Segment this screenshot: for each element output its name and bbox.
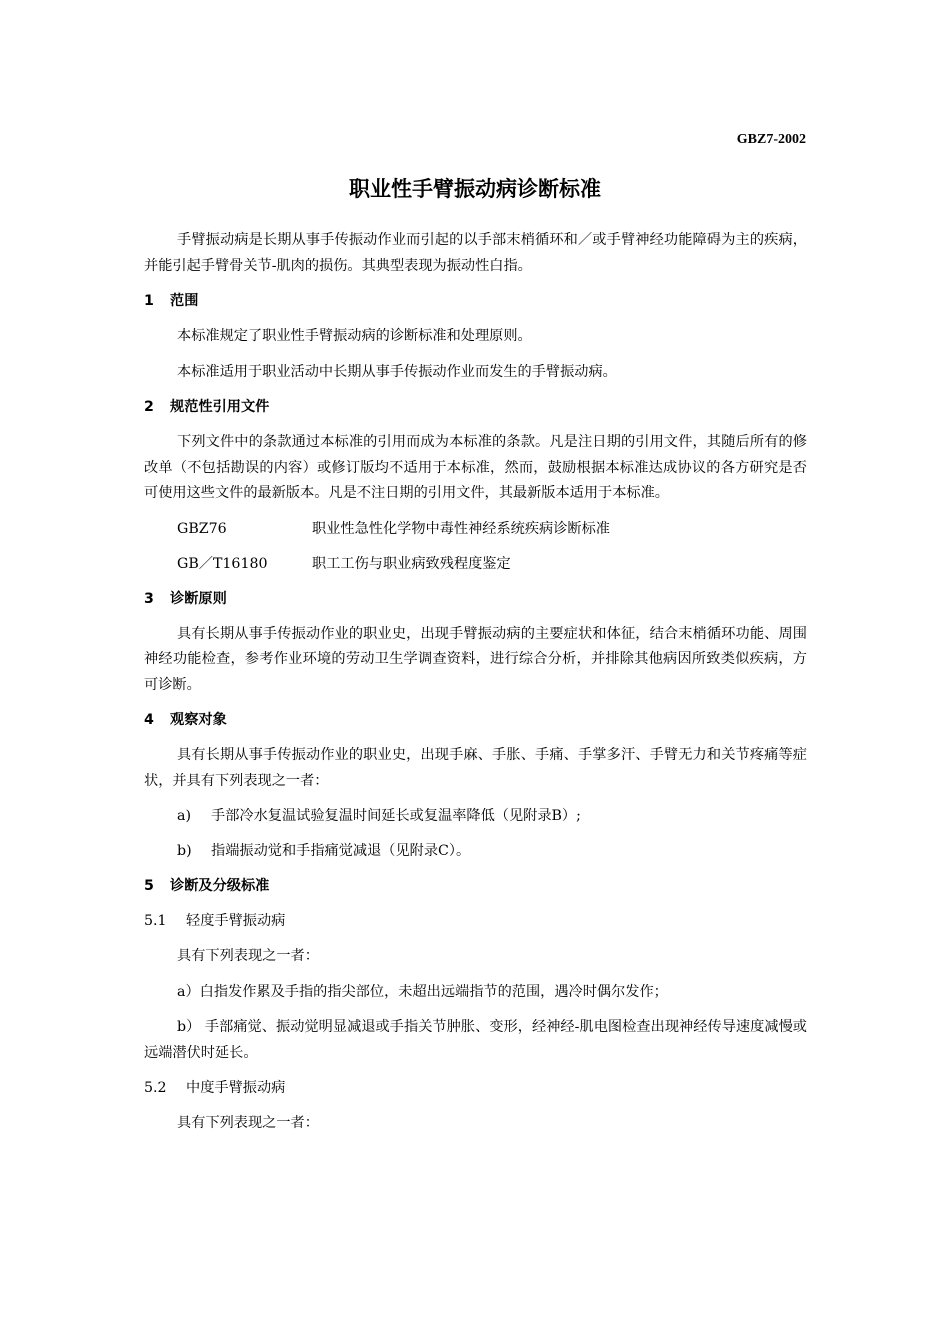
subsection-number: 5.1 <box>144 913 167 929</box>
reference-row <box>144 517 807 542</box>
reference-row <box>144 552 807 577</box>
section-5-heading <box>144 874 807 899</box>
section-number: 4 <box>144 712 154 728</box>
section-title: 范围 <box>170 293 199 309</box>
section-3-paragraph-1: 具有长期从事手传振动作业的职业史，出现手臂振动病的主要症状和体征，结合末梢循环功能、周围神经功能检查，参考作业环境的劳动卫生学调查资料，进行综合分析，并排除其他病因所致类似疾病，方可诊断。 <box>144 625 807 693</box>
reference-code: GBZ76 <box>177 520 227 537</box>
section-title: 观察对象 <box>170 712 227 728</box>
section-4-heading <box>144 708 807 733</box>
section-number: 1 <box>144 293 154 309</box>
document-code: GBZ7-2002 <box>736 132 806 147</box>
subsection-5-1-item-a: a）白指发作累及手指的指尖部位，未超出远端指节的范围，遇冷时偶尔发作； <box>177 983 668 1000</box>
list-marker: b) <box>177 843 192 859</box>
document-title: 职业性手臂振动病诊断标准 <box>349 177 601 201</box>
subsection-5-1-lead: 具有下列表现之一者： <box>177 948 319 964</box>
section-1-paragraph-2: 本标准适用于职业活动中长期从事手传振动作业而发生的手臂振动病。 <box>177 363 617 380</box>
section-2-heading <box>144 395 807 420</box>
section-number: 3 <box>144 590 154 607</box>
intro-paragraph: 手臂振动病是长期从事手传振动作业而引起的以手部末梢循环和／或手臂神经功能障碍为主的疾病，并能引起手臂骨关节-肌肉的损伤。其典型表现为振动性白指。 <box>144 232 807 274</box>
section-3-heading <box>144 587 807 612</box>
reference-title: 职业性急性化学物中毒性神经系统疾病诊断标准 <box>312 520 610 537</box>
list-text: 手部冷水复温试验复温时间延长或复温率降低（见附录B）; <box>211 808 581 824</box>
reference-title: 职工工伤与职业病致残程度鉴定 <box>312 555 511 572</box>
section-title: 规范性引用文件 <box>170 399 270 415</box>
section-1-heading <box>144 289 807 314</box>
section-title: 诊断及分级标准 <box>170 878 270 894</box>
subsection-title: 中度手臂振动病 <box>186 1080 286 1096</box>
section-number: 2 <box>144 399 154 415</box>
reference-code: GB／T16180 <box>177 555 268 572</box>
section-title: 诊断原则 <box>170 590 227 607</box>
subsection-number: 5.2 <box>144 1080 167 1096</box>
subsection-5-1-item-b: b） 手部痛觉、振动觉明显减退或手指关节肿胀、变形，经神经-肌电图检查出现神经传导速度减慢或远端潜伏时延长。 <box>144 1019 807 1061</box>
list-text: 指端振动觉和手指痛觉减退（见附录C）。 <box>211 843 471 859</box>
list-marker: a) <box>177 808 191 824</box>
subsection-5-1-heading <box>144 909 807 934</box>
section-number: 5 <box>144 878 154 894</box>
subsection-5-2-heading <box>144 1076 807 1101</box>
list-item <box>144 839 807 864</box>
section-2-paragraph-1: 下列文件中的条款通过本标准的引用而成为本标准的条款。凡是注日期的引用文件，其随后所有的修改单（不包括勘误的内容）或修订版均不适用于本标准，然而，鼓励根据本标准达成协议的各方研究是否可使用这些文件的最新版本。凡是不注日期的引用文件，其最新版本适用于本标准。 <box>144 434 807 501</box>
subsection-title: 轻度手臂振动病 <box>186 913 286 929</box>
section-1-paragraph-1: 本标准规定了职业性手臂振动病的诊断标准和处理原则。 <box>177 328 532 344</box>
subsection-5-2-lead: 具有下列表现之一者： <box>177 1115 319 1131</box>
list-item <box>144 804 807 829</box>
document-body <box>144 228 807 1137</box>
section-4-paragraph-1: 具有长期从事手传振动作业的职业史，出现手麻、手胀、手痛、手掌多汗、手臂无力和关节疼痛等症状，并具有下列表现之一者： <box>144 747 807 789</box>
